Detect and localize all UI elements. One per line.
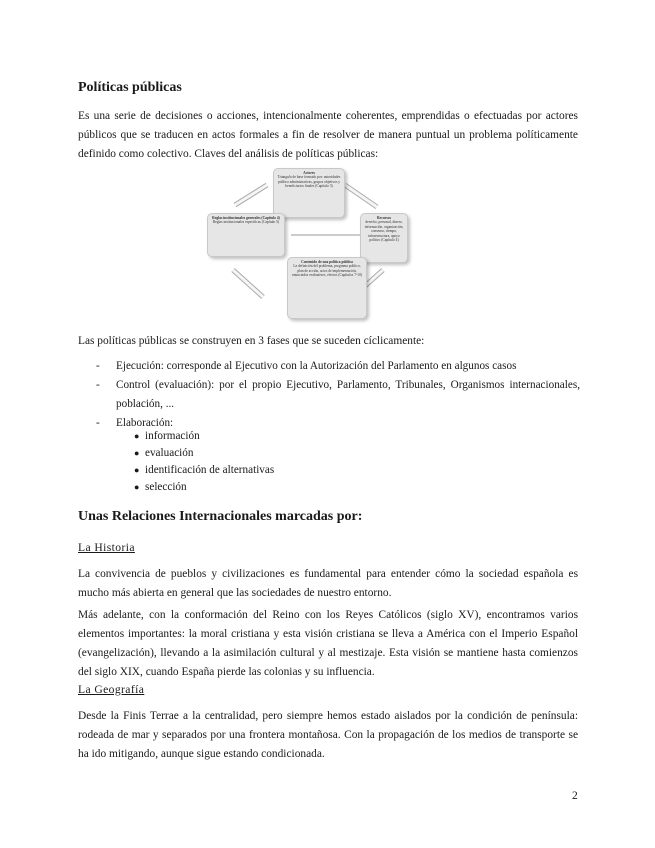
diagram-box-reglas: Reglas institucionales generales (Capítulo 4) Reglas institucionales específicas (Capítulo 5) [207, 213, 285, 257]
bullet-icon: ● [134, 465, 140, 475]
heading-geografia: La Geografía [78, 683, 145, 696]
list-item: ● identificación de alternativas [134, 462, 274, 479]
historia-paragraph-1: La convivencia de pueblos y civilizaciones es fundamental para entender cómo la sociedad española es mucho más abierta en general que las sociedades de nuestro entorno. [78, 568, 578, 599]
policy-analysis-diagram [205, 165, 408, 321]
diagram-box-recursos: Recursos derecho, personal, dinero, información, organización, consenso, tiempo, infraestructura, apoyo político (Capítulo 4) [360, 213, 408, 263]
diagram-box-actores: Actores Triangulo de base formado por: autoridades político administrativas, grupos objetivos y beneficiarios finales (Capítulo 3) [273, 168, 345, 218]
geografia-paragraph: Desde la Finis Terrae a la centralidad, pero siempre hemos estado aislados por la condición de península: rodeada de mar y separados por una frontera montañosa. Con la propagación de los medios de transporte se ha ido mitigando, aunque sigue estando condicionada. [78, 710, 578, 760]
list-item: ● información [134, 428, 200, 445]
section-title-politicas: Políticas públicas [78, 80, 182, 95]
heading-historia: La Historia [78, 541, 135, 554]
phase-item: - Ejecución: corresponde al Ejecutivo con la Autorización del Parlamento en algunos casos [96, 360, 517, 372]
intro-paragraph: Es una serie de decisiones o acciones, intencionalmente coherentes, emprendidas o efectuadas por actores públicos que se traducen en actos formales a fin de resolver de manera puntual un problema políticamente definido como colectivo. Claves del análisis de políticas públicas: [78, 110, 578, 160]
page-number: 2 [572, 790, 578, 802]
diagram-box-contenido: Contenido de una política pública La definición del problema, programa político, plan de acción, actos de implementación, enunciados evaluativos, efectos (Capítulos 7-10) [287, 257, 367, 319]
bullet-icon: ● [134, 448, 140, 458]
bullet-icon: ● [134, 482, 140, 492]
bullet-icon: ● [134, 431, 140, 441]
phase-item: - Control (evaluación): por el propio Ejecutivo, Parlamento, Tribunales, Organismos internacionales, población, ... [96, 379, 580, 410]
phases-intro: Las políticas públicas se construyen en 3 fases que se suceden cíclicamente: [78, 335, 425, 347]
list-item: ● selección [134, 479, 187, 496]
historia-paragraph-2: Más adelante, con la conformación del Reino con los Reyes Católicos (siglo XV), encontramos varios elementos importantes: la moral cristiana y esta visión cristiana se lleva a América con el Imperio Español (evangelización), llevando a la asimilación cultural y al mestizaje. Esta visión se mantiene hasta comienzos del siglo XIX, cuando España pierde las colonias y su influencia. [78, 609, 578, 678]
list-item: ● evaluación [134, 445, 193, 462]
section-title-relaciones: Unas Relaciones Internacionales marcadas por: [78, 509, 363, 524]
phase-item: - Elaboración: [96, 417, 174, 429]
